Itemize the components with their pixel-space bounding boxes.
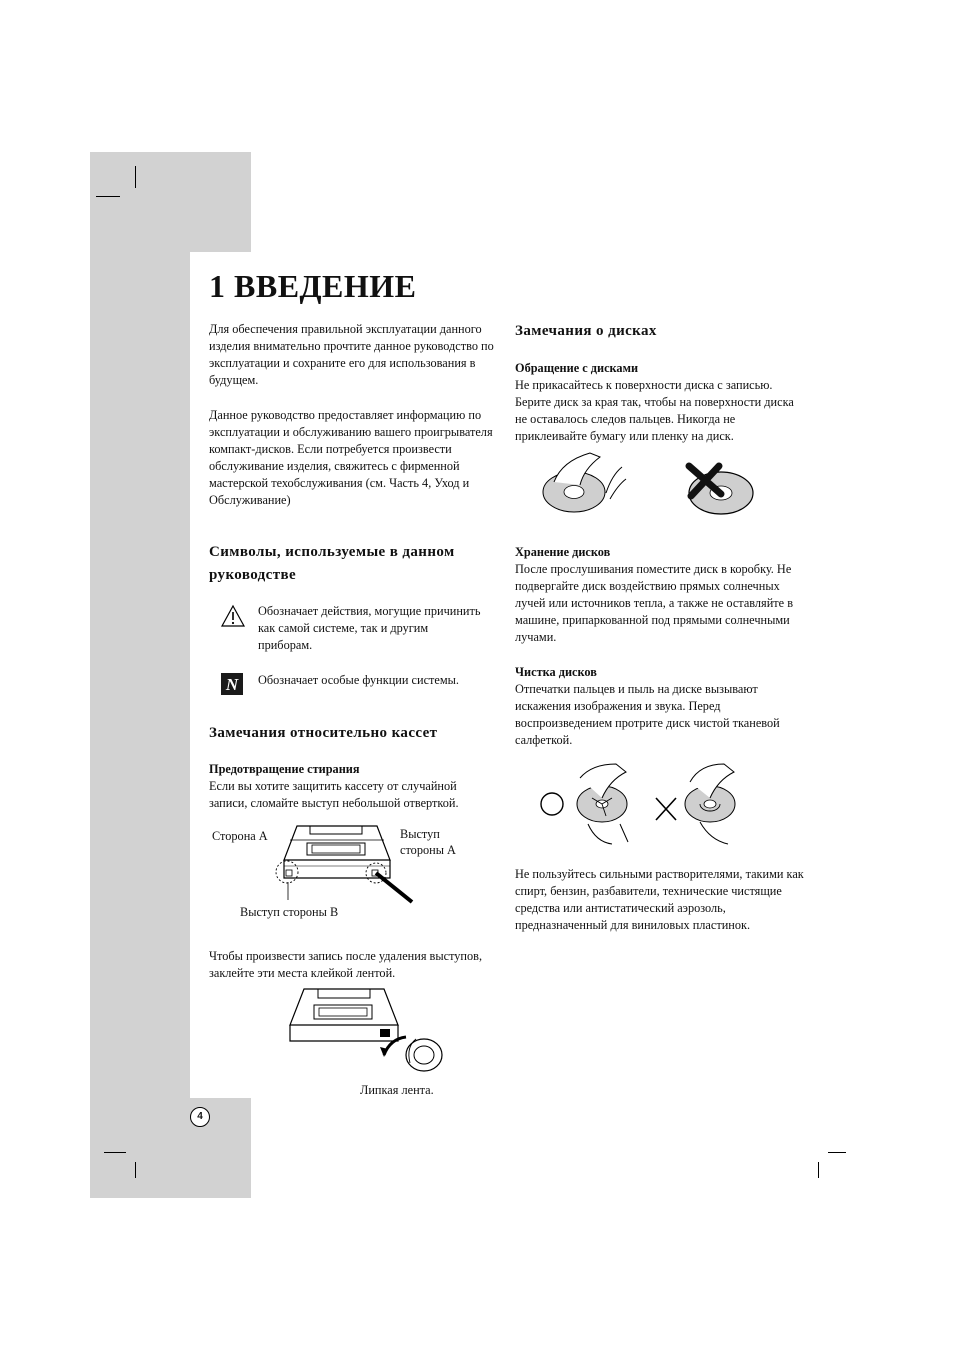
erase-prevention-heading: Предотвращение стирания [209,762,360,776]
handling-text: Не прикасайтесь к поверхности диска с записью. Берите диск за края так, чтобы на поверхности диска не оставалось следов пальцев. Никогда не приклеивайте бумагу или пленку на диск. [515,378,794,443]
cassette-heading: Замечания относительно кассет [209,725,438,741]
storage-text: После прослушивания поместите диск в коробку. Не подвергайте диск воздействию прямых солнечных лучей или источников тепла, а также не оставляйте в машине, припаркованной под прямыми солнечными лучами. [515,562,794,644]
intro-paragraph-1: Для обеспечения правильной эксплуатации данного изделия внимательно прочтите данное руководство по эксплуатации и сохраните его для использования в будущем. [209,322,494,387]
symbol-warning-text: Обозначает действия, могущие причинить как самой системе, так и другим приборам. [258,604,481,652]
erase-prevention-text: Если вы хотите защитить кассету от случайной записи, сломайте выступ небольшой отверткой. [209,779,459,810]
intro-paragraph-2: Данное руководство предоставляет информацию по эксплуатации и обслуживанию вашего проигрывателя компакт-дисков. Если потребуется произвести обслуживание изделия, свяжитесь с фирменной мастерской техобслуживания (см. Часть 4, Уход и Обслуживание) [209,408,493,507]
label-tab-b: Выступ стороны B [240,905,339,919]
solvents-text: Не пользуйтесь сильными растворителями, такими как спирт, бензин, разбавители, технические чистящие средства или антистатический аэрозоль, предназначенный для виниловых пластинок. [515,867,804,932]
symbols-heading: Символы, используемые в данном руководстве [209,544,455,583]
wrong-cross-icon [656,798,676,820]
handling-heading: Обращение с дисками [515,361,639,375]
crop-mark [135,1162,136,1178]
symbol-note-text: Обозначает особые функции системы. [258,673,459,687]
correct-circle-icon [541,793,563,815]
page-number: 4 [190,1107,210,1127]
cleaning-heading: Чистка дисков [515,665,597,679]
cleaning-text: Отпечатки пальцев и пыль на диске вызывают искажения изображения и звука. Перед воспроизведением протрите диск чистой тканевой салфеткой. [515,682,780,747]
note-icon [221,673,243,695]
crop-mark [828,1152,846,1153]
svg-text:N: N [225,675,239,694]
crop-mark [104,1152,126,1153]
crop-mark [135,166,136,188]
warning-icon [220,604,246,628]
disc-cleaning-illustration [540,758,750,850]
label-tab-a: Выступ стороны A [400,827,456,857]
crop-mark [96,196,120,197]
crop-mark [818,1162,819,1178]
disc-wrong-hold-illustration [683,460,758,518]
label-tape: Липкая лента. [360,1083,434,1097]
disc-correct-hold-illustration [540,447,630,517]
storage-heading: Хранение дисков [515,545,611,559]
cassette-tape-illustration [284,985,454,1080]
disc-heading: Замечания о дисках [515,323,657,339]
record-after-text: Чтобы произвести запись после удаления выступов, заклейте эти места клейкой лентой. [209,949,483,980]
page-title: 1 ВВЕДЕНИЕ [209,268,417,304]
label-side-a: Сторона A [212,829,268,843]
